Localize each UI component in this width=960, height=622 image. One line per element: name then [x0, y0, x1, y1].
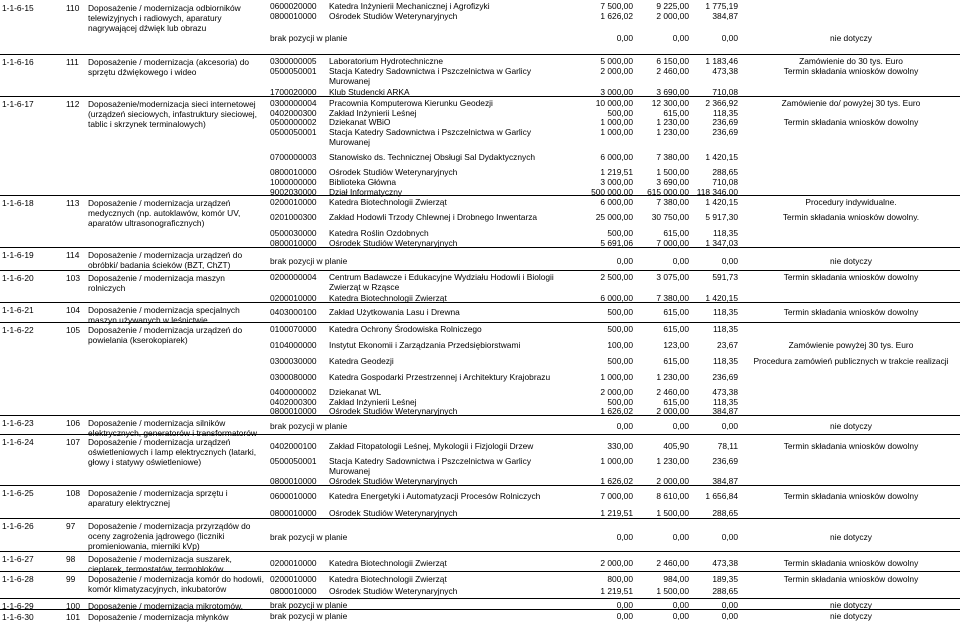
value-euro: 710,08	[712, 177, 738, 187]
item-lp: 103	[66, 273, 80, 283]
value-netto: 500,00	[607, 108, 633, 118]
row-separator	[0, 518, 960, 519]
value-netto: 0,00	[616, 421, 633, 431]
row-separator	[0, 415, 960, 416]
value-brutto: 405,90	[663, 441, 689, 451]
value-euro: 23,67	[717, 340, 738, 350]
value-euro: 1 775,19	[705, 1, 738, 11]
value-euro: 189,35	[712, 574, 738, 584]
unit-code: 0300030000	[270, 356, 317, 366]
unit-code: 0500050001	[270, 456, 317, 466]
unit-code: 0800010000	[270, 238, 317, 248]
value-netto: 6 000,00	[600, 197, 633, 207]
value-brutto: 123,00	[663, 340, 689, 350]
value-netto: 330,00	[607, 441, 633, 451]
value-euro: 384,87	[712, 11, 738, 21]
value-netto: 1 000,00	[600, 456, 633, 466]
value-brutto: 615,00	[663, 228, 689, 238]
value-brutto: 0,00	[672, 600, 689, 610]
item-number: 1-1-6-23	[2, 418, 34, 428]
value-euro: 2 366,92	[705, 98, 738, 108]
unit-code: 0800010000	[270, 406, 317, 416]
item-lp: 101	[66, 612, 80, 622]
item-lp: 105	[66, 325, 80, 335]
unit-code: 0700000003	[270, 152, 317, 162]
unit-name: Ośrodek Studiów Weterynaryjnych	[329, 508, 458, 518]
value-brutto: 1 500,00	[656, 167, 689, 177]
row-separator	[0, 247, 960, 248]
value-netto: 100,00	[607, 340, 633, 350]
item-description: Doposażenie / modernizacja urządzeń do powielania (kserokopiarek)	[88, 325, 243, 345]
item-lp: 108	[66, 488, 80, 498]
item-description: Doposażenie / modernizacja maszyn rolniczych	[88, 273, 225, 293]
procedure-note: nie dotyczy	[830, 600, 872, 610]
value-netto: 7 500,00	[600, 1, 633, 11]
item-description: Doposażenie / modernizacja suszarek, cieplarek, termostatów, termobloków	[88, 554, 232, 574]
item-number: 1-1-6-20	[2, 273, 34, 283]
unit-name: Katedra Inżynierii Mechanicznej i Agrofizyki	[329, 1, 490, 11]
item-description: Doposażenie / modernizacja sprzętu i aparatury elektrycznej	[88, 488, 228, 508]
value-euro: 0,00	[721, 33, 738, 43]
value-euro: 0,00	[721, 256, 738, 266]
unit-code: 0201000300	[270, 212, 317, 222]
value-euro: 78,11	[717, 441, 738, 451]
value-brutto: 2 460,00	[656, 558, 689, 568]
value-euro: 384,87	[712, 406, 738, 416]
unit-code: 0800010000	[270, 167, 317, 177]
item-description: Doposażenie / modernizacja silników elektrycznych, generatorów i transformatorów	[88, 418, 257, 438]
item-lp: 113	[66, 198, 80, 208]
value-netto: 2 000,00	[600, 387, 633, 397]
value-netto: 2 000,00	[600, 558, 633, 568]
item-number: 1-1-6-26	[2, 521, 34, 531]
value-euro: 0,00	[721, 532, 738, 542]
unit-name: Zakład Użytkowania Lasu i Drewna	[329, 307, 460, 317]
row-separator	[0, 551, 960, 552]
value-brutto: 1 230,00	[656, 372, 689, 382]
value-brutto: 3 075,00	[656, 272, 689, 282]
row-separator	[0, 270, 960, 271]
value-brutto: 3 690,00	[656, 87, 689, 97]
value-netto: 1 000,00	[600, 372, 633, 382]
value-euro: 0,00	[721, 611, 738, 621]
item-lp: 106	[66, 418, 80, 428]
value-brutto: 2 000,00	[656, 406, 689, 416]
value-netto: 0,00	[616, 33, 633, 43]
item-number: 1-1-6-22	[2, 325, 34, 335]
value-brutto: 7 380,00	[656, 293, 689, 303]
unit-name: Pracownia Komputerowa Kierunku Geodezji	[329, 98, 493, 108]
value-brutto: 9 225,00	[656, 1, 689, 11]
value-brutto: 0,00	[672, 256, 689, 266]
procedure-note: Zamówienie powyżej 30 tys. Euro	[788, 340, 914, 350]
procedure-note: Termin składania wniosków dowolny	[783, 272, 919, 282]
procedure-note: nie dotyczy	[830, 532, 872, 542]
row-separator	[0, 302, 960, 303]
unit-name: Katedra Energetyki i Automatyzacji Procesów Rolniczych	[329, 491, 541, 501]
value-euro: 0,00	[721, 421, 738, 431]
item-description: Doposażenie / modernizacja urządzeń medycznych (np. autoklawów, komór UV, aparatów ultrasonograficznych)	[88, 198, 241, 228]
unit-name: Laboratorium Hydrotechniczne	[329, 56, 444, 66]
value-euro: 288,65	[712, 167, 738, 177]
item-lp: 98	[66, 554, 76, 564]
unit-name: Zakład Inżynierii Leśnej	[329, 397, 417, 407]
value-brutto: 615,00	[663, 397, 689, 407]
value-netto: 1 626,02	[600, 406, 633, 416]
value-brutto: 0,00	[672, 611, 689, 621]
value-brutto: 1 230,00	[656, 117, 689, 127]
unit-name: Klub Studencki ARKA	[329, 87, 410, 97]
value-euro: 118,35	[713, 228, 738, 238]
item-number: 1-1-6-15	[2, 3, 34, 13]
unit-name: Katedra Biotechnologii Zwierząt	[329, 293, 447, 303]
item-description: Doposażenie / modernizacja specjalnych maszyn używanych w leśnictwie	[88, 305, 240, 325]
value-euro: 236,69	[712, 372, 738, 382]
unit-code: 0800010000	[270, 586, 317, 596]
unit-name: brak pozycji w planie	[270, 33, 348, 43]
item-lp: 107	[66, 437, 80, 447]
value-netto: 7 000,00	[600, 491, 633, 501]
item-lp: 97	[66, 521, 76, 531]
value-euro: 384,87	[712, 476, 738, 486]
item-number: 1-1-6-30	[2, 612, 34, 622]
value-brutto: 8 610,00	[656, 491, 689, 501]
row-separator	[0, 195, 960, 196]
value-euro: 118,35	[713, 108, 738, 118]
item-description: Doposażenie / modernizacja młynków	[88, 612, 229, 622]
value-brutto: 615,00	[663, 356, 689, 366]
procedure-note: Procedura zamówień publicznych w trakcie realizacji	[753, 356, 949, 366]
unit-name: Stacja Katedry Sadownictwa i Pszczelnictwa w Garlicy Murowanej	[329, 127, 532, 147]
value-netto: 0,00	[616, 600, 633, 610]
value-netto: 6 000,00	[600, 293, 633, 303]
value-euro: 118 346,00	[696, 187, 738, 197]
value-netto: 10 000,00	[595, 98, 633, 108]
procedure-note: Procedury indywidualne.	[805, 197, 897, 207]
unit-name: Instytut Ekonomii i Zarządzania Przedsiębiorstwami	[329, 340, 521, 350]
item-number: 1-1-6-21	[2, 305, 34, 315]
unit-code: 0100070000	[270, 324, 317, 334]
value-euro: 1 420,15	[705, 197, 738, 207]
procedure-note: Termin składania wniosków dowolny	[783, 117, 919, 127]
unit-code: 0300000004	[270, 98, 317, 108]
procedure-note: Termin składania wniosków dowolny	[783, 491, 919, 501]
value-brutto: 7 000,00	[656, 238, 689, 248]
unit-name: Dział Informatyczny	[329, 187, 403, 197]
item-lp: 104	[66, 305, 80, 315]
value-euro: 288,65	[712, 586, 738, 596]
item-lp: 114	[66, 250, 80, 260]
unit-name: Biblioteka Główna	[329, 177, 397, 187]
unit-code: 9002030000	[270, 187, 317, 197]
unit-name: Katedra Gospodarki Przestrzennej i Architektury Krajobrazu	[329, 372, 551, 382]
unit-name: Katedra Biotechnologii Zwierząt	[329, 197, 447, 207]
value-netto: 1 000,00	[600, 117, 633, 127]
value-euro: 591,73	[712, 272, 738, 282]
value-brutto: 3 690,00	[656, 177, 689, 187]
value-euro: 710,08	[712, 87, 738, 97]
procedure-note: Termin składania wniosków dowolny	[783, 574, 919, 584]
procedure-note: nie dotyczy	[830, 611, 872, 621]
value-euro: 473,38	[712, 66, 738, 76]
unit-name: Ośrodek Studiów Weterynaryjnych	[329, 167, 458, 177]
value-brutto: 2 000,00	[656, 11, 689, 21]
value-euro: 5 917,30	[705, 212, 738, 222]
row-separator	[0, 54, 960, 55]
row-separator	[0, 609, 960, 610]
value-netto: 1 626,02	[600, 11, 633, 21]
unit-name: Katedra Roślin Ozdobnych	[329, 228, 429, 238]
value-netto: 500,00	[607, 228, 633, 238]
row-separator	[0, 96, 960, 97]
value-euro: 118,35	[713, 324, 738, 334]
item-description: Doposażenie / modernizacja urządzeń do obróbki/ badania ścieków (BZT, ChZT)	[88, 250, 243, 270]
unit-name: Katedra Geodezji	[329, 356, 394, 366]
unit-code: 0200010000	[270, 197, 317, 207]
procedure-note: nie dotyczy	[830, 421, 872, 431]
procedure-note: Zamówienie do 30 tys. Euro	[799, 56, 903, 66]
value-netto: 500 000,00	[591, 187, 633, 197]
value-netto: 1 219,51	[600, 167, 633, 177]
item-description: Doposażenie / modernizacja odbiorników telewizyjnych i radiowych, aparatury nagrywającej dźwięk lub obrazu	[88, 3, 241, 33]
item-number: 1-1-6-18	[2, 198, 34, 208]
unit-code: 0104000000	[270, 340, 317, 350]
value-brutto: 0,00	[672, 421, 689, 431]
value-netto: 0,00	[616, 256, 633, 266]
value-brutto: 7 380,00	[656, 152, 689, 162]
item-description: Doposażenie/modernizacja sieci internetowej (urządzeń sieciowych, infastruktury sieciowej, tablic i skrzynek terminalowych)	[88, 99, 257, 129]
value-brutto: 1 500,00	[656, 586, 689, 596]
value-netto: 0,00	[616, 532, 633, 542]
value-netto: 500,00	[607, 307, 633, 317]
value-brutto: 30 750,00	[651, 212, 689, 222]
row-separator	[0, 434, 960, 435]
item-description: Doposażenie / modernizacja mikrotomów,	[88, 601, 244, 611]
unit-code: 1700020000	[270, 87, 317, 97]
value-brutto: 615,00	[663, 108, 689, 118]
row-separator	[0, 571, 960, 572]
unit-code: 0402000300	[270, 397, 317, 407]
item-number: 1-1-6-27	[2, 554, 34, 564]
procedure-note: Termin składania wniosków dowolny	[783, 558, 919, 568]
value-brutto: 1 230,00	[656, 127, 689, 137]
value-brutto: 12 300,00	[651, 98, 689, 108]
unit-name: brak pozycji w planie	[270, 421, 348, 431]
value-netto: 1 219,51	[600, 586, 633, 596]
value-netto: 1 219,51	[600, 508, 633, 518]
unit-name: Centrum Badawcze i Edukacyjne Wydziału Hodowli i Biologii Zwierząt w Rząsce	[329, 272, 554, 292]
unit-name: brak pozycji w planie	[270, 532, 348, 542]
value-brutto: 2 460,00	[656, 387, 689, 397]
unit-code: 0402000100	[270, 441, 317, 451]
value-netto: 500,00	[607, 397, 633, 407]
item-description: Doposażenie / modernizacja urządzeń oświetleniowych i lamp elektrycznych (latarki, głowy i statywy oświetleniowe)	[88, 437, 257, 467]
item-lp: 112	[66, 99, 80, 109]
unit-code: 0800010000	[270, 476, 317, 486]
value-euro: 118,35	[713, 356, 738, 366]
value-brutto: 984,00	[663, 574, 689, 584]
value-netto: 500,00	[607, 324, 633, 334]
item-number: 1-1-6-16	[2, 57, 34, 67]
value-netto: 5 691,06	[600, 238, 633, 248]
row-separator	[0, 322, 960, 323]
unit-code: 0402000300	[270, 108, 317, 118]
value-euro: 236,69	[712, 117, 738, 127]
value-euro: 1 420,15	[705, 152, 738, 162]
procedure-note: Termin składania wniosków dowolny.	[782, 212, 920, 222]
procedure-note: nie dotyczy	[830, 33, 872, 43]
value-euro: 236,69	[712, 456, 738, 466]
unit-code: 0600020000	[270, 1, 317, 11]
unit-code: 0500050001	[270, 66, 317, 76]
procedure-note: nie dotyczy	[830, 256, 872, 266]
unit-name: Zakład Inżynierii Leśnej	[329, 108, 417, 118]
value-netto: 0,00	[616, 611, 633, 621]
item-lp: 110	[66, 3, 80, 13]
value-brutto: 2 460,00	[656, 66, 689, 76]
row-separator	[0, 598, 960, 599]
unit-name: brak pozycji w planie	[270, 600, 348, 610]
item-lp: 99	[66, 574, 76, 584]
value-netto: 500,00	[607, 356, 633, 366]
unit-code: 0400000002	[270, 387, 317, 397]
unit-name: Dziekanat WL	[329, 387, 382, 397]
unit-code: 0800010000	[270, 508, 317, 518]
unit-name: Stacja Katedry Sadownictwa i Pszczelnictwa w Garlicy Murowanej	[329, 66, 532, 86]
item-number: 1-1-6-29	[2, 601, 34, 611]
value-brutto: 0,00	[672, 532, 689, 542]
value-brutto: 7 380,00	[656, 197, 689, 207]
value-netto: 800,00	[607, 574, 633, 584]
item-description: Doposażenie / modernizacja przyrządów do oceny zagrożenia jądrowego (liczniki promieniowania, mierniki kVp)	[88, 521, 251, 551]
unit-name: Ośrodek Studiów Weterynaryjnych	[329, 238, 458, 248]
unit-code: 0500000002	[270, 117, 317, 127]
unit-name: Ośrodek Studiów Weterynaryjnych	[329, 586, 458, 596]
value-brutto: 615,00	[663, 324, 689, 334]
unit-code: 1000000000	[270, 177, 317, 187]
unit-name: Stanowisko ds. Technicznej Obsługi Sal Dydaktycznych	[329, 152, 536, 162]
value-netto: 1 626,02	[600, 476, 633, 486]
unit-code: 0403000100	[270, 307, 317, 317]
value-netto: 6 000,00	[600, 152, 633, 162]
value-brutto: 1 230,00	[656, 456, 689, 466]
unit-name: Ośrodek Studiów Weterynaryjnych	[329, 406, 458, 416]
value-brutto: 2 000,00	[656, 476, 689, 486]
unit-code: 0300000005	[270, 56, 317, 66]
unit-code: 0200010000	[270, 574, 317, 584]
value-brutto: 6 150,00	[656, 56, 689, 66]
unit-name: Zakład Hodowli Trzody Chlewnej i Drobnego Inwentarza	[329, 212, 538, 222]
value-euro: 473,38	[712, 387, 738, 397]
value-euro: 1 420,15	[705, 293, 738, 303]
row-separator	[0, 485, 960, 486]
value-netto: 2 500,00	[600, 272, 633, 282]
value-euro: 0,00	[721, 600, 738, 610]
value-euro: 118,35	[713, 307, 738, 317]
procedure-note: Zamówienie do/ powyżej 30 tys. Euro	[781, 98, 921, 108]
unit-name: Ośrodek Studiów Weterynaryjnych	[329, 11, 458, 21]
unit-code: 0200010000	[270, 558, 317, 568]
unit-name: Katedra Ochrony Środowiska Rolniczego	[329, 324, 482, 334]
value-netto: 2 000,00	[600, 66, 633, 76]
procedure-note: Termin składania wniosków dowolny	[783, 66, 919, 76]
unit-name: Stacja Katedry Sadownictwa i Pszczelnictwa w Garlicy Murowanej	[329, 456, 532, 476]
item-number: 1-1-6-24	[2, 437, 34, 447]
unit-name: Katedra Biotechnologii Zwierząt	[329, 558, 447, 568]
value-netto: 1 000,00	[600, 127, 633, 137]
value-netto: 25 000,00	[595, 212, 633, 222]
value-netto: 3 000,00	[600, 177, 633, 187]
unit-name: Ośrodek Studiów Weterynaryjnych	[329, 476, 458, 486]
unit-name: Katedra Biotechnologii Zwierząt	[329, 574, 447, 584]
value-brutto: 1 500,00	[656, 508, 689, 518]
unit-name: Dziekanat WBiO	[329, 117, 391, 127]
item-number: 1-1-6-28	[2, 574, 34, 584]
value-euro: 1 656,84	[705, 491, 738, 501]
value-euro: 236,69	[712, 127, 738, 137]
item-number: 1-1-6-17	[2, 99, 34, 109]
value-euro: 118,35	[713, 397, 738, 407]
value-brutto: 0,00	[672, 33, 689, 43]
procedure-note: Termin składania wniosków dowolny	[783, 307, 919, 317]
unit-name: brak pozycji w planie	[270, 611, 348, 621]
item-lp: 111	[66, 57, 79, 67]
value-brutto: 615 000,00	[647, 187, 689, 197]
value-euro: 1 347,03	[705, 238, 738, 248]
unit-code: 0800010000	[270, 11, 317, 21]
value-euro: 288,65	[712, 508, 738, 518]
value-euro: 1 183,46	[705, 56, 738, 66]
unit-name: Zakład Fitopatologii Leśnej, Mykologii i Fizjologii Drzew	[329, 441, 534, 451]
unit-code: 0600010000	[270, 491, 317, 501]
unit-code: 0200010000	[270, 293, 317, 303]
item-number: 1-1-6-25	[2, 488, 34, 498]
value-brutto: 615,00	[663, 307, 689, 317]
unit-code: 0500050001	[270, 127, 317, 137]
item-lp: 100	[66, 601, 80, 611]
value-euro: 473,38	[712, 558, 738, 568]
unit-code: 0300080000	[270, 372, 317, 382]
value-netto: 3 000,00	[600, 87, 633, 97]
unit-name: brak pozycji w planie	[270, 256, 348, 266]
unit-code: 0500030000	[270, 228, 317, 238]
item-description: Doposażenie / modernizacja (akcesoria) do sprzętu dźwiękowego i wideo	[88, 57, 250, 77]
item-number: 1-1-6-19	[2, 250, 34, 260]
procedure-note: Termin składania wniosków dowolny	[783, 441, 919, 451]
item-description: Doposażenie / modernizacja komór do hodowli, komór klimatyzacyjnych, inkubatorów	[88, 574, 264, 594]
unit-code: 0200000004	[270, 272, 317, 282]
value-netto: 5 000,00	[600, 56, 633, 66]
